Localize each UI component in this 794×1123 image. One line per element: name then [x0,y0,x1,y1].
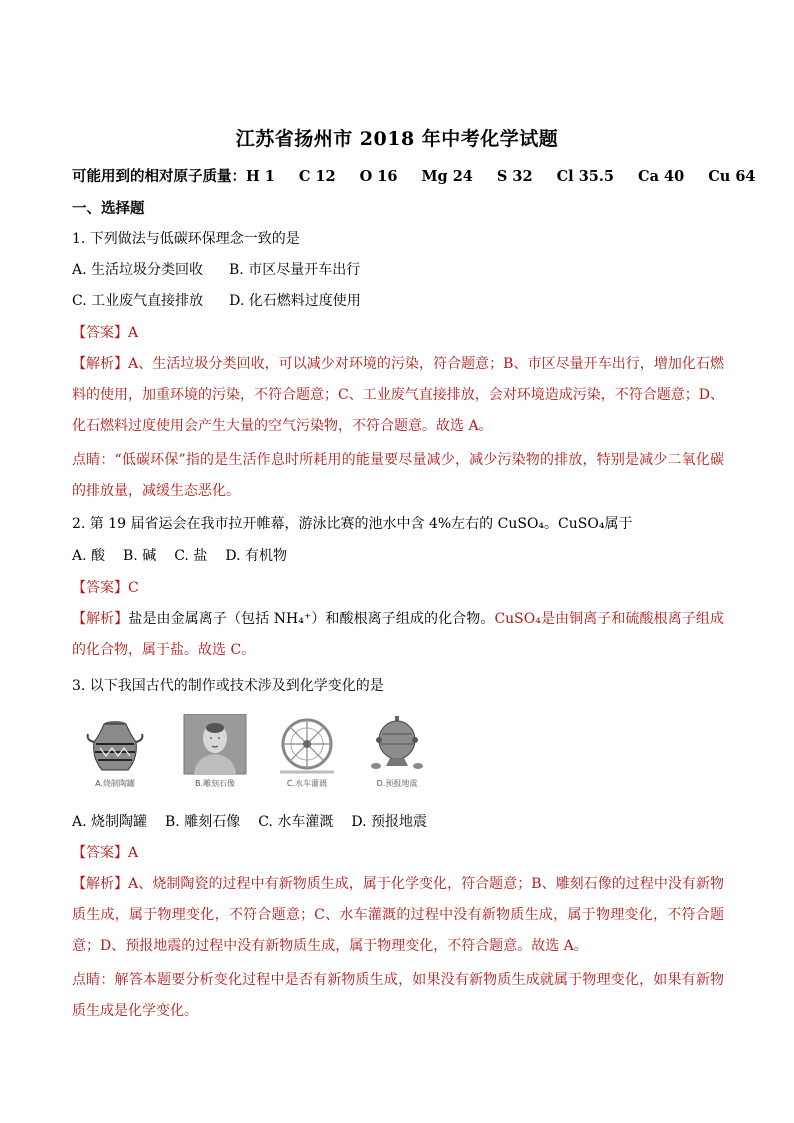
q3-tip: 点睛：解答本题要分析变化过程中是否有新物质生成，如果没有新物质生成就属于物理变化，如果有新物质生成是化学变化。 [72,972,724,1019]
waterwheel-caption: C.水车灌溉 [286,779,328,788]
q3-options-row [72,812,724,832]
stone-statue-icon [180,714,250,776]
q2-options-row [72,546,724,566]
q2-answer [72,578,724,598]
q2-analysis [72,604,724,666]
q1-option-d: D. 化石燃料过度使用 [229,293,361,309]
atomic-mass-item: H 1 [246,168,275,185]
stone-statue-image [180,714,250,792]
q2-stem: 2. 第 19 届省运会在我市拉开帷幕，游泳比赛的池水中含 4%左右的 CuSO₄。CuSO₄属于 [72,516,633,532]
section-title: 一、选择题 [72,200,145,217]
q3-answer [72,843,724,863]
atomic-mass-item: Ca 40 [638,168,685,185]
q2-option-d: D. 有机物 [225,548,287,564]
q1-answer-tag: 【答案】 [72,325,128,341]
atomic-mass-item: O 16 [359,168,398,185]
q2-option-c: C. 盐 [174,548,208,564]
pottery-jar-caption: A.烧制陶罐 [95,779,135,788]
q1-answer-value: A [128,325,139,341]
q2-analysis-text-b: CuSO₄是由铜离子和硫酸根离子组成的化合物，属于盐。故选 C。 [72,611,724,658]
q2-analysis-tag: 【解析】 [72,611,129,627]
page-title: 江苏省扬州市 2018 年中考化学试题 [235,128,559,150]
q3-analysis-text: A、烧制陶瓷的过程中有新物质生成，属于化学变化，符合题意；B、雕刻石像的过程中没有新物质生成，属于物理变化，不符合题意；C、水车灌溉的过程中没有新物质生成，属于物理变化，不符合题意；D、预报地震的过程中没有新物质生成，属于物理变化，不符合题意。故选 A。 [72,876,725,954]
q1-stem: 1. 下列做法与低碳环保理念一致的是 [72,231,300,247]
q3-answer-value: A [128,845,139,861]
q3-analysis-tag: 【解析】 [72,876,129,892]
atomic-mass-item: S 32 [496,168,533,185]
q3-stem: 3. 以下我国古代的制作或技术涉及到化学变化的是 [72,678,384,694]
q3-option-d: D. 预报地震 [351,814,427,830]
atomic-mass-item: C 12 [298,168,336,185]
q2-analysis-text-a: 盐是由金属离子（包括 NH₄⁺）和酸根离子组成的化合物。 [128,611,495,627]
q1-option-a: A. 生活垃圾分类回收 [72,262,204,278]
pottery-jar-icon [80,714,150,776]
q2-answer-value: C [128,580,139,596]
q3-option-b: B. 雕刻石像 [165,814,241,830]
pottery-jar-image [80,714,150,792]
atomic-masses-label: 可能用到的相对原子质量： [72,168,246,185]
q3-option-c: C. 水车灌溉 [258,814,334,830]
stone-statue-caption: B.雕刻石像 [194,779,236,788]
q3-option-a: A. 烧制陶罐 [72,814,148,830]
q1-analysis-text: A、生活垃圾分类回收，可以减少对环境的污染，符合题意；B、市区尽量开车出行，增加化石燃料的使用，加重环境的污染，不符合题意；C、工业废气直接排放，会对环境造成污染，不符合题意；D、化石燃料过度使用会产生大量的空气污染物，不符合题意。故选 A。 [72,356,725,434]
q1-analysis [72,349,724,442]
seismoscope-image [362,714,432,792]
q1-option-b: B. 市区尽量开车出行 [229,262,361,278]
atomic-mass-item: Cl 35.5 [556,168,615,185]
q3-images [80,714,420,794]
q2-answer-tag: 【答案】 [72,580,128,596]
q2-option-a: A. 酸 [72,548,106,564]
atomic-masses-line [72,165,780,186]
q1-option-c: C. 工业废气直接排放 [72,293,204,309]
waterwheel-image [272,714,342,792]
q1-answer [72,323,724,343]
q1-options-row2 [72,291,724,311]
q2-option-b: B. 碱 [123,548,157,564]
atomic-mass-item: Cu 64 [708,168,756,185]
q1-options-row1 [72,260,724,280]
waterwheel-icon [272,714,342,776]
q3-analysis [72,869,724,962]
seismoscope-icon [362,714,432,776]
q3-answer-tag: 【答案】 [72,845,128,861]
q1-tip: 点睛：“低碳环保”指的是生活作息时所耗用的能量要尽量减少，减少污染物的排放，特别是减少二氧化碳的排放量，减缓生态恶化。 [72,452,724,499]
seismoscope-caption: D.预报地震 [376,779,418,788]
q1-analysis-tag: 【解析】 [72,356,129,372]
atomic-mass-item: Mg 24 [421,168,473,185]
